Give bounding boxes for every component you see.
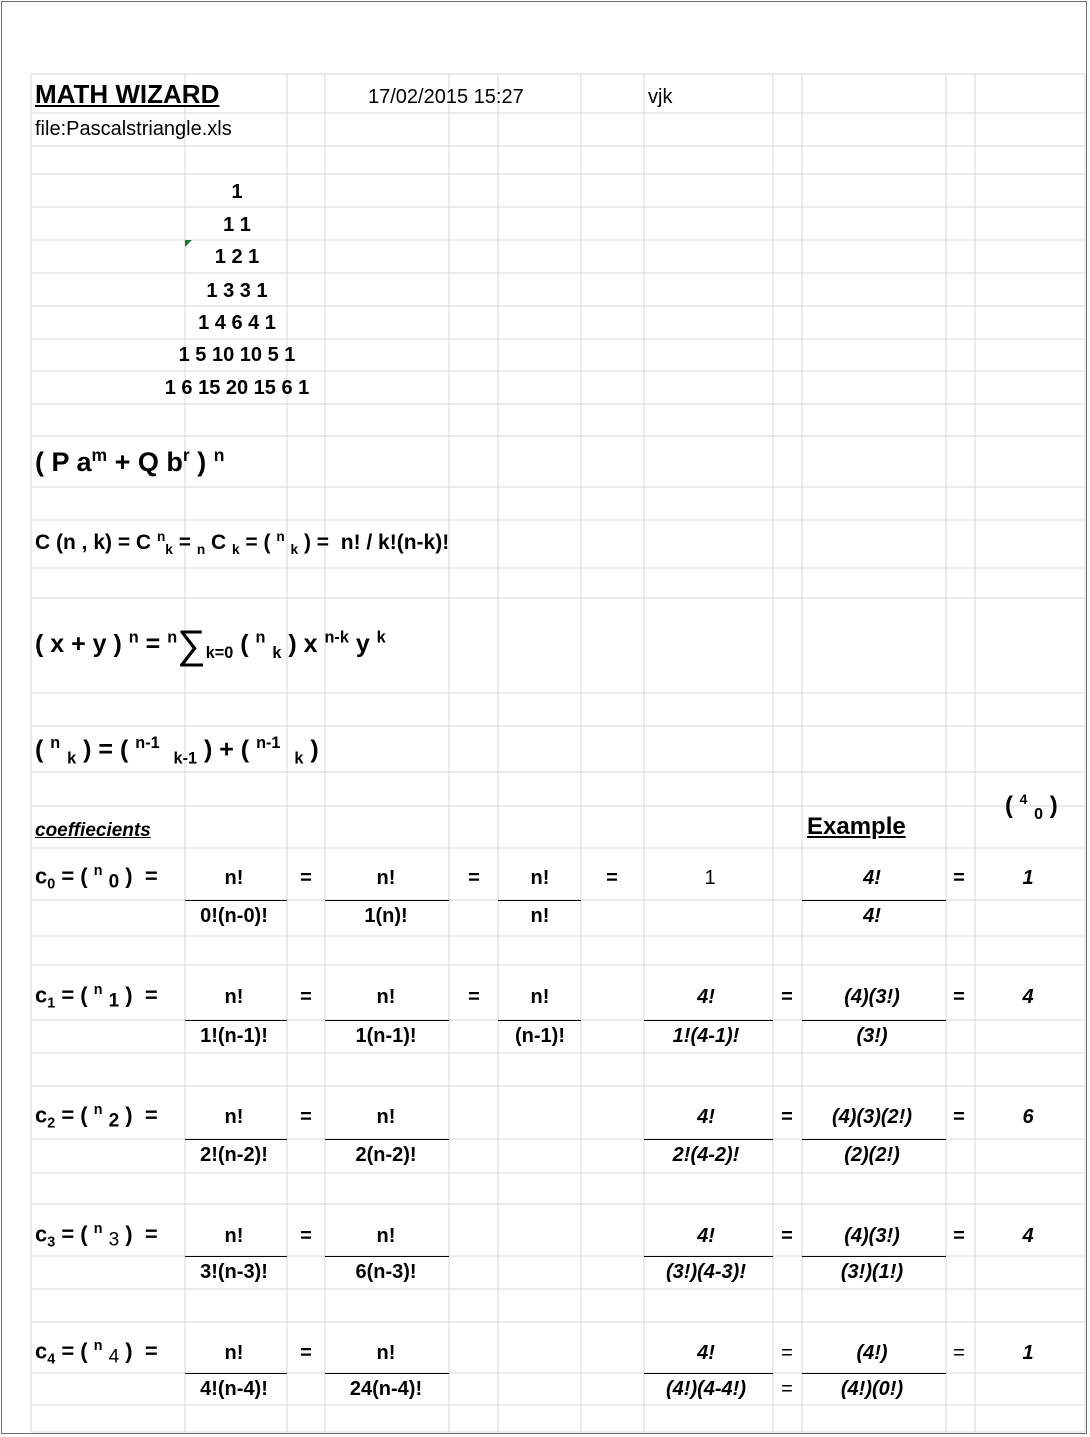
fraction-denominator: 0!(n-0)!	[200, 905, 268, 927]
fraction-denominator: 4!(n-4)!	[200, 1378, 268, 1400]
equals-sign: =	[300, 1342, 312, 1364]
fraction-rule	[644, 1139, 773, 1140]
example-numerator: 4!	[697, 986, 715, 1008]
pascal-rule: ( $^n$ $_k$ ) = ( $^{n-1}$ $_{k-1}$ ) + ( $^{n-1}$ $_k$ )	[35, 734, 319, 768]
binomial-expression: ( P $a^m + Q$ $b^r$ ) $^n$	[35, 445, 225, 477]
equals-sign: =	[781, 1106, 793, 1128]
fraction-rule	[802, 1256, 946, 1257]
example-heading: Example	[807, 813, 906, 840]
equals-sign: =	[781, 986, 793, 1008]
coefficient-label: $c_4$ = ( $^n$ 4 ) =	[35, 1338, 158, 1368]
equals-sign: =	[300, 1106, 312, 1128]
file-name: file:Pascalstriangle.xls	[35, 118, 232, 140]
equals-sign: =	[606, 867, 618, 889]
equals-sign: =	[953, 986, 965, 1008]
fraction-denominator: 1(n)!	[364, 905, 408, 927]
example-denominator: 1!(4-1)!	[672, 1025, 740, 1047]
equals-sign: =	[781, 1378, 793, 1400]
fraction-rule	[325, 1256, 449, 1257]
fraction-rule	[644, 1373, 773, 1374]
example-numerator: (4!)	[856, 1342, 888, 1364]
fraction-denominator: 2(n-2)!	[355, 1144, 417, 1166]
coefficient-label: $c_1$ = ( $^n$ 1 ) =	[35, 982, 158, 1012]
fraction-rule	[644, 1256, 773, 1257]
fraction-numerator: n!	[376, 1225, 396, 1247]
example-denominator: (2)(2!)	[844, 1144, 900, 1166]
coefficient-result: 4	[1022, 1225, 1034, 1247]
fraction-rule	[498, 1020, 581, 1021]
example-numerator: 4!	[697, 1342, 715, 1364]
example-numerator: 4!	[697, 1106, 715, 1128]
fraction-rule	[802, 1139, 946, 1140]
fraction-rule	[802, 1020, 946, 1021]
fraction-numerator: n!	[530, 867, 550, 889]
equals-sign: =	[300, 1225, 312, 1247]
pascal-row-0: 1	[231, 181, 243, 203]
fraction-denominator: 24(n-4)!	[349, 1378, 423, 1400]
fraction-rule	[185, 1373, 287, 1374]
sheet-frame	[1, 1, 1087, 1434]
pascal-row-1: 1 1	[223, 214, 251, 236]
example-denominator: (4!)(0!)	[840, 1378, 904, 1400]
fraction-rule	[498, 900, 581, 901]
fraction-numerator: n!	[376, 867, 396, 889]
fraction-rule	[802, 1373, 946, 1374]
fraction-rule	[185, 1256, 287, 1257]
fraction-denominator: 6(n-3)!	[355, 1261, 417, 1283]
pascal-row-3: 1 3 3 1	[206, 280, 268, 302]
example-numerator: (4)(3!)	[844, 986, 900, 1008]
coefficient-label: $c_0$ = ( $^n$ 0 ) =	[35, 863, 158, 893]
fraction-rule	[325, 1020, 449, 1021]
equals-sign: =	[300, 867, 312, 889]
fraction-denominator: n!	[530, 905, 550, 927]
pascal-row-6: 1 6 15 20 15 6 1	[164, 377, 310, 399]
fraction-numerator: n!	[376, 986, 396, 1008]
fraction-numerator: n!	[224, 1106, 244, 1128]
coefficient-result: 1	[1022, 1342, 1034, 1364]
fraction-numerator: n!	[224, 1342, 244, 1364]
equals-sign: =	[953, 867, 965, 889]
coefficient-result: 1	[1022, 867, 1034, 889]
coefficient-label: $c_2$ = ( $^n$ 2 ) =	[35, 1102, 158, 1132]
equals-sign: =	[781, 1342, 793, 1364]
fraction-denominator: 3!(n-3)!	[200, 1261, 268, 1283]
timestamp: 17/02/2015 15:27	[368, 86, 524, 108]
example-denominator: (3!)(4-3)!	[666, 1261, 746, 1283]
example-numerator: (4)(3!)	[844, 1225, 900, 1247]
fraction-denominator: 2!(n-2)!	[200, 1144, 268, 1166]
fraction-rule	[185, 1139, 287, 1140]
fraction-rule	[802, 900, 946, 901]
equals-sign: =	[953, 1106, 965, 1128]
example-numerator: (4)(3)(2!)	[832, 1106, 912, 1128]
fraction-rule	[325, 1373, 449, 1374]
equals-sign: =	[468, 986, 480, 1008]
fraction-rule	[325, 1139, 449, 1140]
coefficient-result: 6	[1022, 1106, 1034, 1128]
equals-sign: =	[300, 986, 312, 1008]
example-numerator: 4!	[697, 1225, 715, 1247]
fraction-numerator: n!	[224, 986, 244, 1008]
coefficient-label: $c_3$ = ( $^n$ 3 ) =	[35, 1221, 158, 1251]
pascal-row-4: 1 4 6 4 1	[198, 312, 276, 334]
example-denominator: 4!	[863, 905, 881, 927]
fraction-rule	[185, 1020, 287, 1021]
fraction-denominator: 1(n-1)!	[355, 1025, 417, 1047]
author: vjk	[648, 86, 673, 108]
coefficients-heading: coeffiecients	[35, 820, 151, 841]
fraction-rule	[644, 1020, 773, 1021]
equals-sign: =	[953, 1342, 965, 1364]
fraction-numerator: n!	[224, 867, 244, 889]
fraction-rule	[185, 900, 287, 901]
fraction-denominator: 1!(n-1)!	[200, 1025, 268, 1047]
fraction-rule	[325, 900, 449, 901]
example-denominator: 2!(4-2)!	[672, 1144, 740, 1166]
binomial-theorem: ( x + y ) $^n = ^n\sum_{k=0}$ ( $^n$ $_k$ ) x $^{n-k}$ y $^k$	[35, 623, 386, 667]
fraction-numerator: n!	[376, 1106, 396, 1128]
example-denominator: (3!)	[856, 1025, 888, 1047]
pascal-row-2: 1 2 1	[214, 246, 260, 268]
example-symbol: ( $^4$ $_0$ )	[1005, 791, 1058, 823]
fraction-numerator: n!	[376, 1342, 396, 1364]
fraction-numerator: n!	[224, 1225, 244, 1247]
coefficient-result: 4	[1022, 986, 1034, 1008]
sheet-title: MATH WIZARD	[35, 79, 220, 109]
example-denominator: (4!)(4-4!)	[666, 1378, 746, 1400]
equals-sign: =	[781, 1225, 793, 1247]
equals-sign: =	[953, 1225, 965, 1247]
example-denominator: (3!)(1!)	[840, 1261, 904, 1283]
example-numerator: 4!	[863, 867, 881, 889]
fraction-numerator: n!	[530, 986, 550, 1008]
cell-comment-marker	[185, 240, 192, 247]
combination-definition: C (n , k) = C $^n_k$ = $_n$ C $_k$ = ( $^n$ $_k$ ) = n! / k!(n-k)!	[35, 529, 450, 558]
fraction-denominator: (n-1)!	[515, 1025, 565, 1047]
pascal-row-5: 1 5 10 10 5 1	[178, 344, 296, 366]
equals-sign: =	[468, 867, 480, 889]
value: 1	[704, 867, 716, 889]
